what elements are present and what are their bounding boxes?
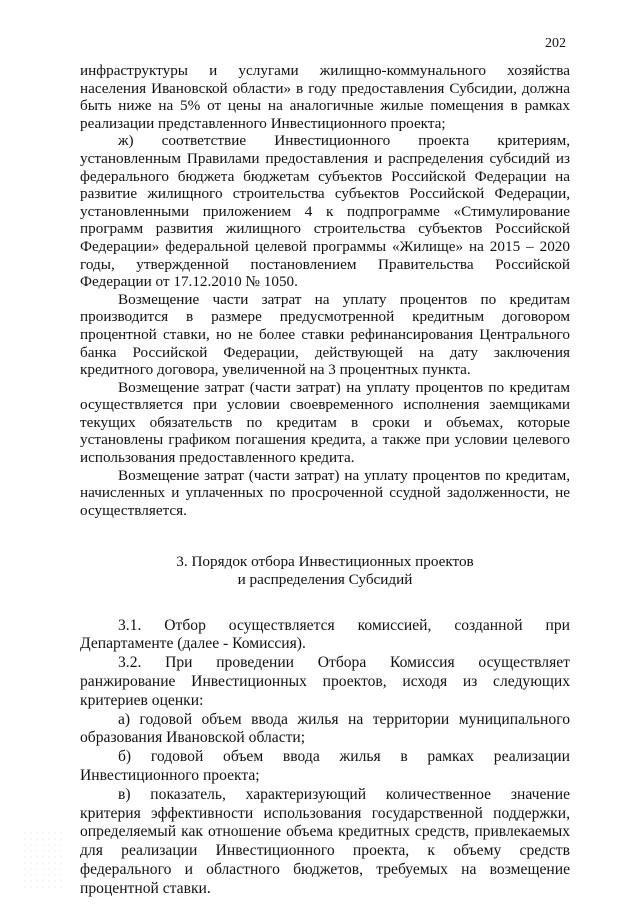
- paragraph-conditions: Возмещение затрат (части затрат) на уплату процентов по кредитам осуществляется при условии своевременного исполнения заемщиками текущих обязательств по кредитам в сроки и объемах, которые установлены графиком погашения кредита, а также при условии целевого использования предоставленного кредита.: [80, 378, 570, 467]
- paragraph-item-zh: ж) соответствие Инвестиционного проекта критериям, установленным Правилами предоставления и распределения субсидий из федерального бюджета бюджетам субъектов Российской Федерации на развитие жилищного строительства субъектов Российской Федерации, установленными приложением 4 к подпрограмме «Стимулирование программ развития жилищного строительства субъектов Российской Федерации» федеральной целевой программы «Жилище» на 2015 – 2020 годы, утвержденной постановлением Правительства Российской Федерации от 17.12.2010 № 1050.: [80, 132, 570, 291]
- scan-artifact: [22, 830, 62, 890]
- section-body: [80, 617, 570, 899]
- section-title-line2: и распределения Субсидий: [237, 571, 413, 589]
- paragraph-continuation: инфраструктуры и услугами жилищно-коммунального хозяйства населения Ивановской области» в году предоставления Субсидии, должна быть ниже на 5% от цены на аналогичные жилые помещения в рамках реализации представленного Инвестиционного проекта;: [80, 62, 570, 132]
- criterion-a: а) годовой объем ввода жилья на территории муниципального образования Ивановской области;: [80, 710, 570, 747]
- section-title-line1: 3. Порядок отбора Инвестиционных проектов: [176, 553, 474, 571]
- document-body: [80, 62, 570, 899]
- paragraph-interest-rate: Возмещение части затрат на уплату процентов по кредитам производится в размере предусмотренной кредитным договором процентной ставки, но не более ставки рефинансирования Центрального банка Российской Федерации, действующей на дату заключения кредитного договора, увеличенной на 3 процентных пункта.: [80, 290, 570, 379]
- criterion-v: в) показатель, характеризующий количественное значение критерия эффективности использования государственной поддержки, определяемый как отношение объема кредитных средств, привлекаемых для реализации Инвестиционного проекта, к объему средств федерального и областного бюджетов, требуемых на возмещение процентной ставки.: [80, 785, 570, 897]
- paragraph-3-2: 3.2. При проведении Отбора Комиссия осуществляет ранжирование Инвестиционных проектов, исходя из следующих критериев оценки:: [80, 654, 570, 709]
- paragraph-overdue: Возмещение затрат (части затрат) на уплату процентов по кредитам, начисленных и уплаченных по просроченной ссудной задолженности, не осуществляется.: [80, 466, 570, 519]
- paragraph-3-1: 3.1. Отбор осуществляется комиссией, созданной при Департаменте (далее - Комиссия).: [80, 616, 570, 653]
- criterion-b: б) годовой объем ввода жилья в рамках реализации Инвестиционного проекта;: [80, 748, 570, 784]
- page-number: 202: [545, 36, 566, 51]
- section-title: [80, 553, 570, 588]
